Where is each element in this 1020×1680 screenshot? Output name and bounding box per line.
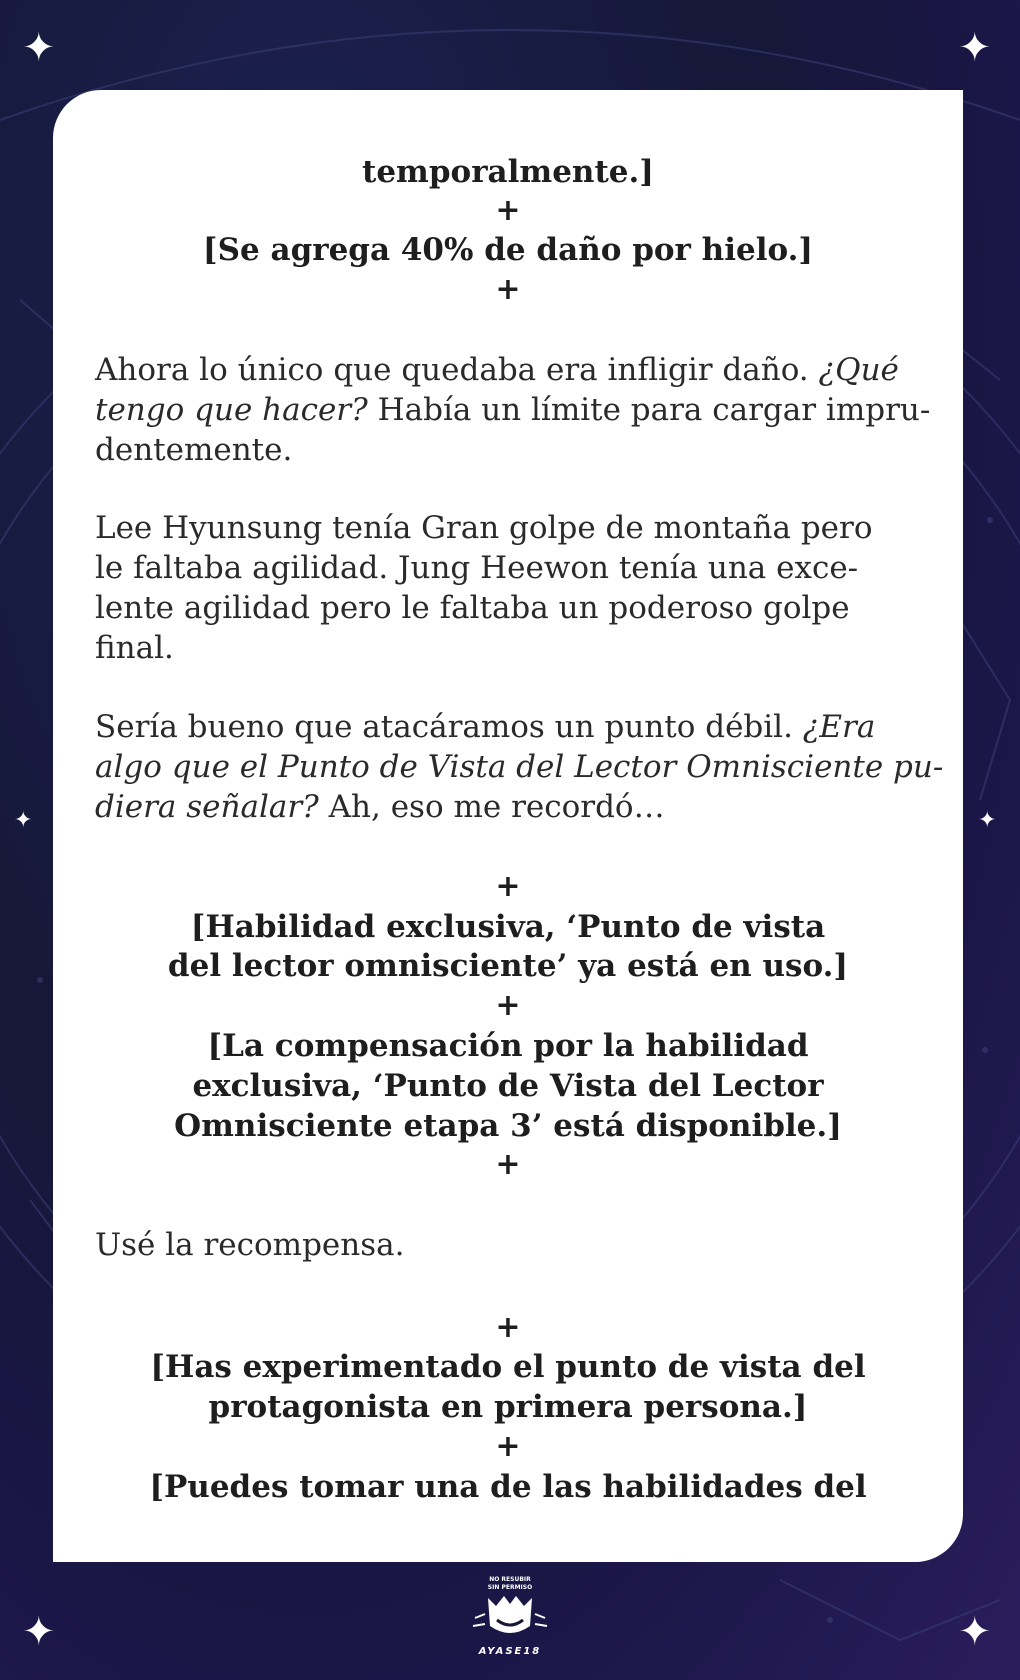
logo-top-text: SIN PERMISO <box>487 1584 533 1591</box>
narrative-paragraph <box>95 508 925 668</box>
italic-thought: algo que el Punto de Vista del Lector Omnisciente pu- <box>95 749 944 785</box>
narrative-paragraph <box>95 350 931 470</box>
logo-signature: AYASE18 <box>478 1646 542 1657</box>
system-message-line: Omnisciente etapa 3’ está disponible.] <box>174 1108 842 1144</box>
italic-thought: ¿Qué <box>818 352 899 388</box>
system-message-line: [Has experimentado el punto de vista del <box>150 1349 866 1385</box>
system-message-line: temporalmente.] <box>362 154 654 190</box>
text-line: dentemente. <box>95 432 293 468</box>
system-message-line: del lector omnisciente’ ya está en uso.] <box>167 948 849 984</box>
text-span: Sería bueno que atacáramos un punto débil. <box>95 709 803 745</box>
italic-thought: ¿Era <box>802 709 876 745</box>
italic-thought: tengo que hacer? <box>95 392 368 428</box>
text-line: lente agilidad pero le faltaba un poderoso golpe <box>95 590 850 626</box>
separator-plus: + <box>495 869 521 904</box>
text-span: Ah, eso me recordó… <box>318 789 665 825</box>
text-line: Usé la recompensa. <box>95 1227 405 1263</box>
logo-top-text: NO RESUBIR <box>489 1576 531 1583</box>
text-line: le faltaba agilidad. Jung Heewon tenía una exce- <box>95 550 859 586</box>
system-message-line: [Habilidad exclusiva, ‘Punto de vista <box>190 909 826 945</box>
text-line: final. <box>95 630 174 666</box>
separator-plus: + <box>495 1429 521 1464</box>
star-icon-mid-left: ✦ <box>14 808 33 833</box>
system-message-line: protagonista en primera persona.] <box>208 1389 808 1425</box>
system-message-line: [Puedes tomar una de las habilidades del <box>149 1469 867 1505</box>
watermark-logo <box>445 1574 575 1670</box>
star-icon-top-right: ✦ <box>958 25 992 71</box>
separator-plus: + <box>495 1147 521 1182</box>
text-span: Ahora lo único que quedaba era infligir daño. <box>95 352 819 388</box>
separator-plus: + <box>495 272 521 307</box>
star-icon-bottom-left: ✦ <box>22 1609 56 1655</box>
text-card <box>53 90 963 1562</box>
separator-plus: + <box>495 193 521 228</box>
text-line: Lee Hyunsung tenía Gran golpe de montaña pero <box>95 510 873 546</box>
italic-thought: diera señalar? <box>95 789 319 825</box>
text-span: Había un límite para cargar impru- <box>367 392 931 428</box>
star-icon-top-left: ✦ <box>22 25 56 71</box>
star-icon-mid-right: ✦ <box>978 808 997 833</box>
system-message-line: [La compensación por la habilidad <box>207 1028 809 1064</box>
separator-plus: + <box>495 988 521 1023</box>
narrative-paragraph <box>95 707 944 827</box>
narrative-paragraph <box>95 1225 925 1265</box>
system-message-line: exclusiva, ‘Punto de Vista del Lector <box>192 1068 824 1104</box>
separator-plus: + <box>495 1310 521 1345</box>
system-message-line: [Se agrega 40% de daño por hielo.] <box>202 232 814 268</box>
star-icon-bottom-right: ✦ <box>958 1609 992 1655</box>
